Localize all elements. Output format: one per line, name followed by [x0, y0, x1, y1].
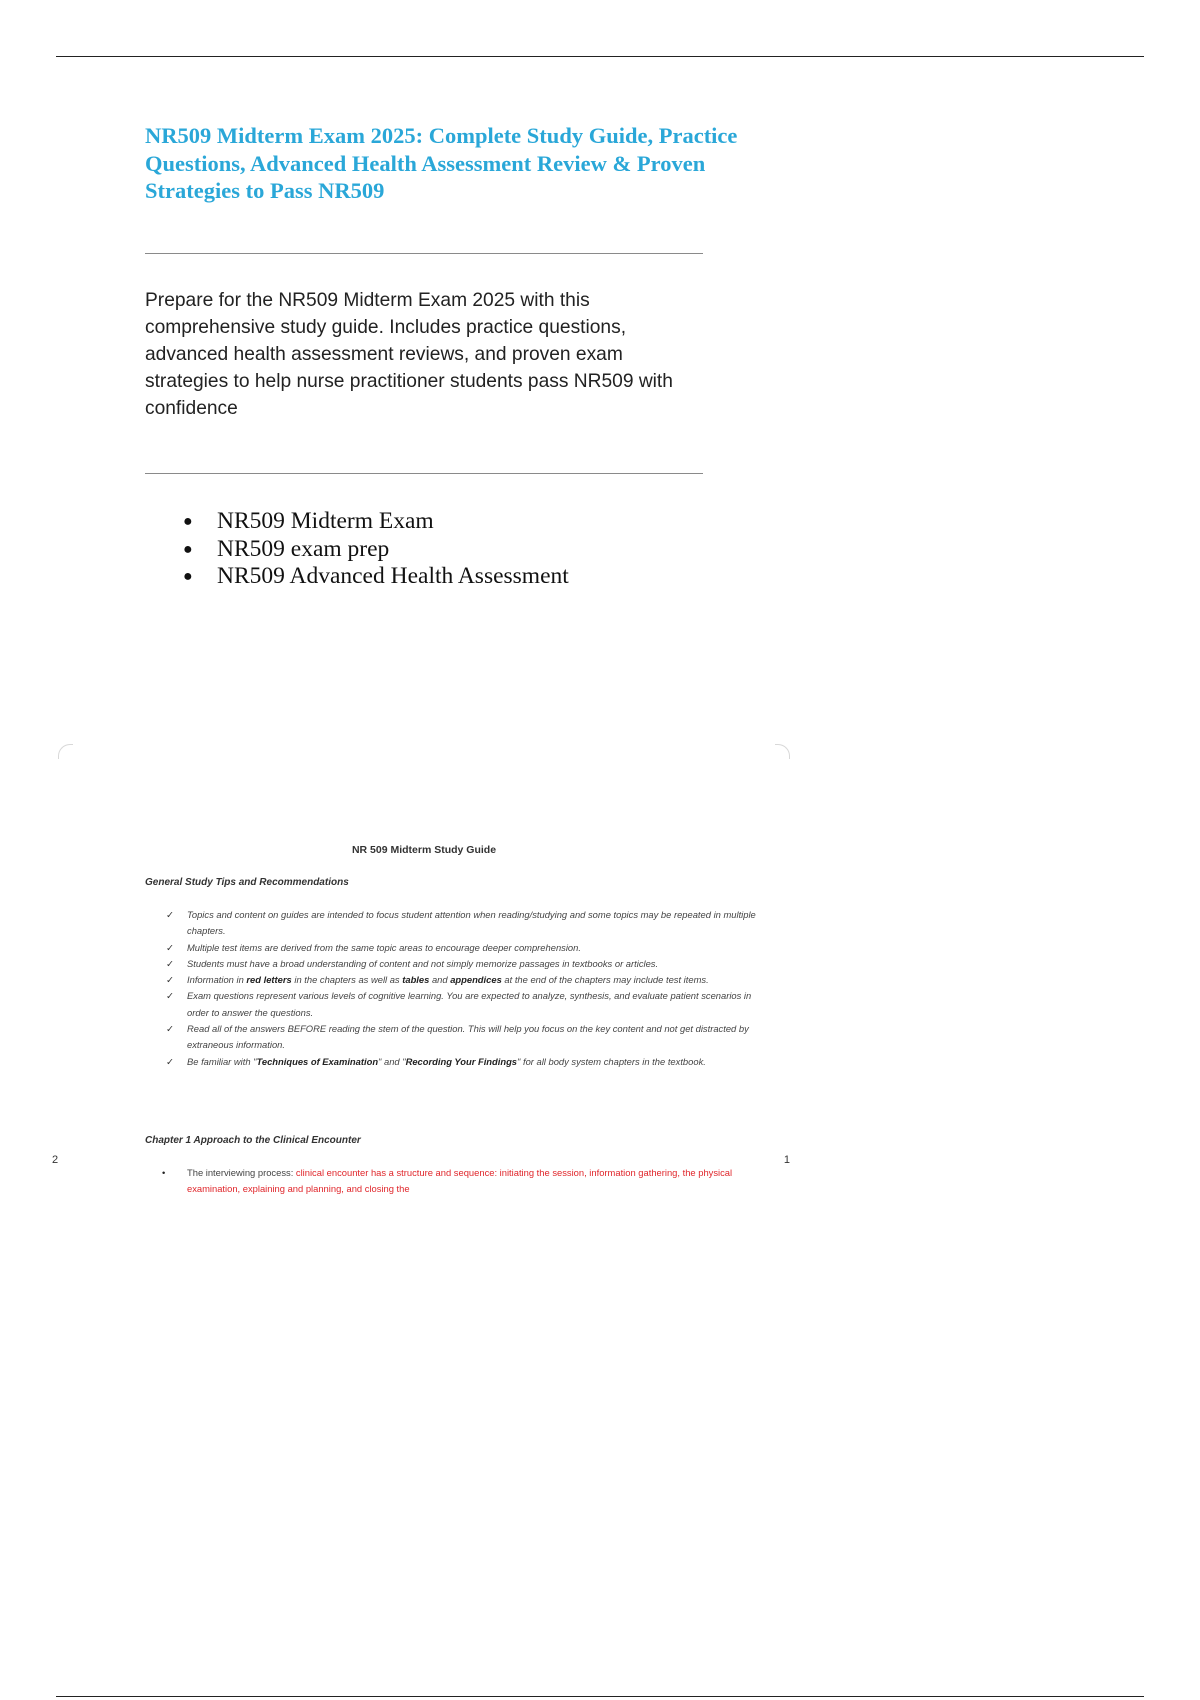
tip-emphasis: Recording Your Findings	[405, 1055, 518, 1067]
chapter-item-highlight: clinical encounter has a structure and sequence: initiating the session, information gathering, the physical examination, explaining and planning, and closing the	[187, 1167, 733, 1195]
keyword-list	[183, 508, 569, 591]
tips-heading: General Study Tips and Recommendations	[145, 877, 349, 888]
checkmark-icon: ✓	[166, 1055, 174, 1067]
bullet-icon: ●	[183, 540, 193, 558]
page-top-rule	[56, 56, 1144, 57]
chapter-item-lead: The interviewing process:	[187, 1167, 296, 1178]
list-item	[166, 972, 766, 988]
page-corner	[775, 744, 790, 759]
title-separator	[145, 253, 703, 254]
tip-text-part: in the chapters as well as	[291, 974, 403, 986]
tip-text: Exam questions represent various levels of cognitive learning. You are expected to analyze, synthesis, and evaluate patient scenarios in order to answer the questions.	[187, 990, 752, 1018]
list-item	[166, 1054, 766, 1070]
bullet-icon: ●	[183, 513, 193, 530]
checkmark-icon: ✓	[166, 909, 174, 920]
margin-mark: 2	[52, 1154, 59, 1166]
checkmark-icon: ✓	[166, 941, 174, 953]
list-item	[166, 940, 766, 956]
bullet-icon: •	[162, 1167, 166, 1178]
list-item	[162, 1165, 762, 1198]
tip-text-part: and	[429, 974, 451, 986]
tip-text: Topics and content on guides are intended to focus student attention when reading/studying and some topics may be repeated in multiple chapters.	[187, 909, 756, 937]
tip-text: Multiple test items are derived from the same topic areas to encourage deeper comprehension.	[187, 941, 581, 953]
document-title: NR509 Midterm Exam 2025: Complete Study Guide, Practice Questions, Advanced Health Assessment Review & Proven Strategies to Pass NR509	[145, 123, 738, 203]
checkmark-icon: ✓	[166, 974, 174, 986]
keyword-label: NR509 Midterm Exam	[217, 508, 434, 534]
tip-text-part: " for all body system chapters in the textbook.	[517, 1055, 706, 1067]
document-summary: Prepare for the NR509 Midterm Exam 2025 with this comprehensive study guide. Includes practice questions, advanced health assessment reviews, and proven exam strategies to help nurse practitioner students pass NR509 with confidence	[145, 290, 673, 419]
tip-emphasis: Techniques of Examination	[256, 1055, 379, 1067]
list-item	[166, 956, 766, 972]
checkmark-icon: ✓	[166, 957, 174, 969]
checkmark-icon: ✓	[166, 1023, 174, 1035]
tip-emphasis: red letters	[246, 974, 292, 986]
summary-separator	[145, 473, 703, 474]
list-item	[183, 536, 569, 564]
list-item	[166, 1021, 766, 1054]
tip-text: Read all of the answers BEFORE reading the stem of the question. This will help you focus on the key content and not get distracted by extraneous information.	[187, 1023, 749, 1051]
keyword-label: NR509 exam prep	[217, 535, 390, 562]
tips-list	[166, 907, 766, 1070]
study-guide-title: NR 509 Midterm Study Guide	[351, 844, 497, 856]
tip-emphasis: appendices	[450, 974, 502, 986]
tip-text-part: Information in	[187, 974, 247, 986]
page-corner	[58, 744, 73, 759]
list-item	[183, 563, 569, 591]
bullet-icon: ●	[183, 568, 193, 585]
chapter-list	[162, 1165, 762, 1198]
tip-text-part: Be familiar with "	[187, 1055, 257, 1067]
page-bottom-rule	[56, 1696, 1144, 1697]
embedded-page-preview	[52, 744, 790, 1214]
checkmark-icon: ✓	[166, 990, 174, 1002]
tip-text-part: at the end of the chapters may include test items.	[501, 974, 709, 986]
margin-mark: 1	[783, 1154, 790, 1166]
list-item	[166, 907, 766, 940]
chapter-heading: Chapter 1 Approach to the Clinical Encounter	[145, 1135, 361, 1146]
tip-emphasis: tables	[402, 974, 430, 986]
list-item	[183, 508, 569, 536]
list-item	[166, 988, 766, 1021]
tip-text: Students must have a broad understanding of content and not simply memorize passages in textbooks or articles.	[187, 957, 659, 969]
keyword-label: NR509 Advanced Health Assessment	[217, 563, 569, 589]
tip-text-part: " and "	[378, 1055, 406, 1067]
